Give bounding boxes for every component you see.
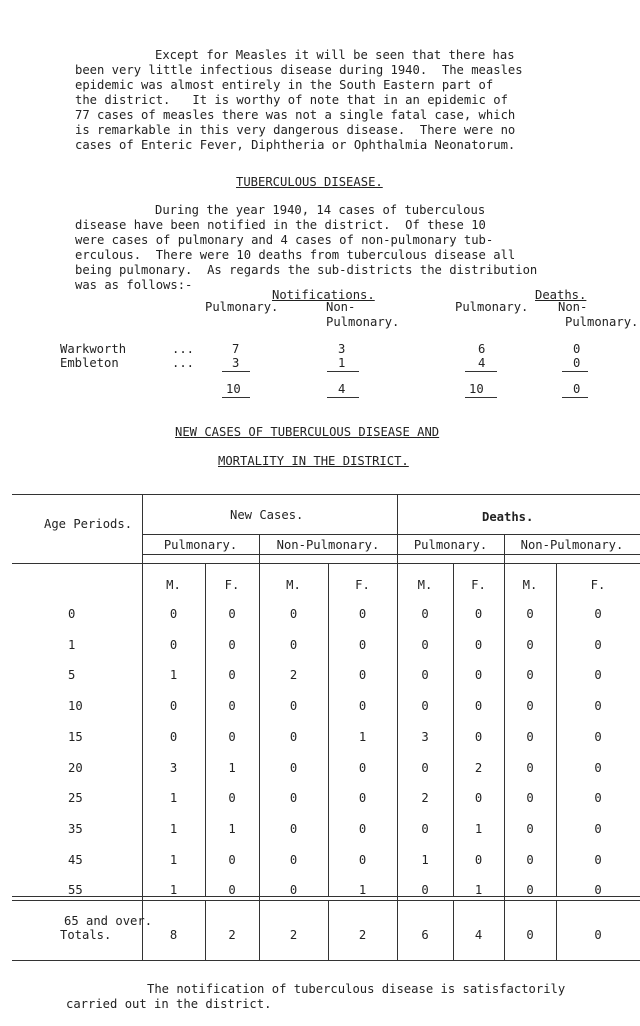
sub-header: Pulmonary. [413,538,488,552]
table-cell: 0 [421,822,429,836]
table-cell: 1 [169,791,178,805]
total-cell: 6 [421,928,429,942]
summary-rule [327,397,359,398]
intro-line: been very little infectious disease during 1940. The measles [75,63,523,77]
table-cell: 0 [289,791,298,805]
summary-deaths-col-non-pulmonary: Pulmonary. [565,315,639,329]
table-cell: 0 [228,791,236,805]
table-cell: 1 [169,853,178,867]
table-totals-border [12,900,640,901]
age-period-label: 35 [68,822,83,836]
table-sub-border [142,534,640,535]
table-cell: 0 [421,699,429,713]
table-cell: 0 [526,883,534,897]
table-cell: 0 [169,638,178,652]
deaths-header: Deaths. [482,510,534,524]
closing-line: carried out in the district. [66,997,272,1011]
table-cell: 0 [526,638,534,652]
table-cell: 0 [594,761,602,775]
table-cell: 0 [474,853,483,867]
summary-row-dots: ... [172,342,195,356]
table-cell: 0 [228,668,236,682]
table-cell: 0 [526,607,534,621]
table-cell: 0 [526,791,534,805]
summary-deaths-col-pulmonary: Pulmonary. [455,300,529,314]
total-cell: 2 [289,928,298,942]
table-cell: 1 [421,853,429,867]
age-period-label: 55 [68,883,83,897]
summary-value: 4 [478,356,486,370]
table-cell: 0 [289,730,298,744]
table-cell: 1 [169,883,178,897]
table-cell: 0 [594,791,602,805]
table-cell: 2 [421,791,429,805]
age-period-label: 20 [68,761,83,775]
sub-header: Non-Pulmonary. [276,538,380,552]
summary-value: 6 [478,342,486,356]
table-cell: 0 [526,761,534,775]
summary-col-non-pulmonary: Pulmonary. [326,315,400,329]
total-cell: 4 [474,928,483,942]
sex-header: F. [355,578,370,592]
new-cases-header: New Cases. [230,508,304,522]
table-cell: 0 [358,761,367,775]
table-cell: 3 [169,761,178,775]
age-period-label: 45 [68,853,83,867]
table-cell: 2 [474,761,483,775]
age-period-label: 1 [68,638,76,652]
table-cell: 0 [421,883,429,897]
summary-total: 10 [469,382,484,396]
table-cell: 0 [421,638,429,652]
summary-rule [562,371,588,372]
table-cell: 0 [526,730,534,744]
age-period-label: 65 and over. [64,914,153,928]
tb-line: were cases of pulmonary and 4 cases of non-pulmonary tub- [75,233,494,247]
summary-rule [222,397,250,398]
table-cell: 0 [169,699,178,713]
table-header-border [12,563,640,564]
sex-header: M. [286,578,301,592]
table-cell: 0 [594,699,602,713]
table-cell: 1 [358,883,367,897]
table-cell: 0 [526,853,534,867]
table-sub-border [142,554,640,555]
table-cell: 0 [358,791,367,805]
sex-header: M. [522,578,538,592]
table-cell: 0 [474,699,483,713]
summary-total: 10 [226,382,241,396]
table-cell: 0 [289,853,298,867]
table-cell: 0 [594,638,602,652]
summary-value: 3 [338,342,346,356]
table-cell: 0 [358,853,367,867]
summary-rule [562,397,588,398]
summary-rule [465,397,497,398]
table-top-border [12,494,640,495]
table-cell: 0 [289,638,298,652]
tb-line: erculous. There were 10 deaths from tuberculous disease all [75,248,516,262]
table-cell: 0 [358,822,367,836]
age-period-label: 10 [68,699,83,713]
table-title-line-2: MORTALITY IN THE DISTRICT. [218,454,409,468]
total-cell: 8 [169,928,178,942]
table-cell: 0 [474,791,483,805]
table-cell: 0 [526,822,534,836]
summary-row-dots: ... [172,356,195,370]
intro-line: is remarkable in this very dangerous disease. There were no [75,123,516,137]
summary-row-name: Embleton [60,356,119,370]
table-cell: 0 [526,699,534,713]
intro-line: Except for Measles it will be seen that there has [155,48,515,62]
table-cell: 0 [228,730,236,744]
table-cell: 1 [169,822,178,836]
table-title-line-1: NEW CASES OF TUBERCULOUS DISEASE AND [175,425,440,439]
table-cell: 3 [421,730,429,744]
table-cell: 0 [421,607,429,621]
intro-line: epidemic was almost entirely in the South Eastern part of [75,78,494,92]
total-cell: 0 [526,928,534,942]
summary-rule [222,371,250,372]
summary-value: 0 [573,356,581,370]
table-cell: 0 [358,699,367,713]
section-heading-tuberculous: TUBERCULOUS DISEASE. [236,175,383,189]
summary-deaths-header: Deaths. [535,288,587,302]
summary-value: 1 [338,356,346,370]
tb-line: disease have been notified in the district. Of these 10 [75,218,486,232]
table-cell: 0 [421,761,429,775]
table-cell: 0 [594,853,602,867]
table-cell: 0 [474,607,483,621]
summary-rule [465,371,497,372]
summary-total: 0 [573,382,581,396]
table-cell: 1 [169,668,178,682]
age-period-label: 25 [68,791,83,805]
table-cell: 1 [474,822,483,836]
intro-line: 77 cases of measles there was not a single fatal case, which [75,108,516,122]
table-cell: 0 [474,730,483,744]
sub-header: Non-Pulmonary. [520,538,624,552]
age-periods-header: Age Periods. [44,517,133,531]
table-cell: 0 [289,761,298,775]
table-cell: 1 [228,822,236,836]
table-cell: 0 [594,607,602,621]
table-cell: 0 [594,730,602,744]
tb-line: being pulmonary. As regards the sub-districts the distribution [75,263,538,277]
closing-line: The notification of tuberculous disease is satisfactorily [147,982,566,996]
table-cell: 0 [594,822,602,836]
sex-header: M. [417,578,433,592]
table-cell: 0 [228,607,236,621]
table-cell: 0 [594,883,602,897]
summary-row-name: Warkworth [60,342,127,356]
table-cell: 1 [358,730,367,744]
table-cell: 1 [474,883,483,897]
summary-col-non: Non- [326,300,356,314]
table-cell: 1 [228,761,236,775]
table-cell: 0 [474,668,483,682]
table-cell: 0 [228,699,236,713]
summary-rule [327,371,359,372]
age-period-label: 15 [68,730,83,744]
summary-deaths-col-non: Non- [558,300,588,314]
total-cell: 2 [358,928,367,942]
sex-header: F. [471,578,486,592]
summary-value: 0 [573,342,581,356]
age-period-label: 0 [68,607,76,621]
table-cell: 0 [358,607,367,621]
table-cell: 0 [474,638,483,652]
summary-notifications-header: Notifications. [272,288,375,302]
total-cell: 0 [594,928,602,942]
tb-line: During the year 1940, 14 cases of tuberculous [155,203,486,217]
table-bottom-border [12,960,640,961]
summary-value: 3 [232,356,240,370]
table-cell: 2 [289,668,298,682]
intro-line: cases of Enteric Fever, Diphtheria or Ophthalmia Neonatorum. [75,138,516,152]
summary-total: 4 [338,382,346,396]
sex-header: F. [590,578,606,592]
table-cell: 0 [289,699,298,713]
table-cell: 0 [358,668,367,682]
summary-value: 7 [232,342,240,356]
intro-line: the district. It is worthy of note that in an epidemic of [75,93,508,107]
sex-header: M. [166,578,181,592]
summary-col-pulmonary: Pulmonary. [205,300,279,314]
sex-header: F. [224,578,240,592]
table-cell: 0 [421,668,429,682]
totals-label: Totals. [60,928,112,942]
table-cell: 0 [228,638,236,652]
tb-line: was as follows:- [75,278,193,292]
table-cell: 0 [169,607,178,621]
table-cell: 0 [358,638,367,652]
table-cell: 0 [526,668,534,682]
table-cell: 0 [169,730,178,744]
age-period-label: 5 [68,668,76,682]
table-cell: 0 [228,883,236,897]
table-cell: 0 [594,668,602,682]
table-cell: 0 [289,607,298,621]
table-cell: 0 [228,853,236,867]
table-cell: 0 [289,883,298,897]
sub-header: Pulmonary. [163,538,238,552]
total-cell: 2 [228,928,236,942]
table-cell: 0 [289,822,298,836]
